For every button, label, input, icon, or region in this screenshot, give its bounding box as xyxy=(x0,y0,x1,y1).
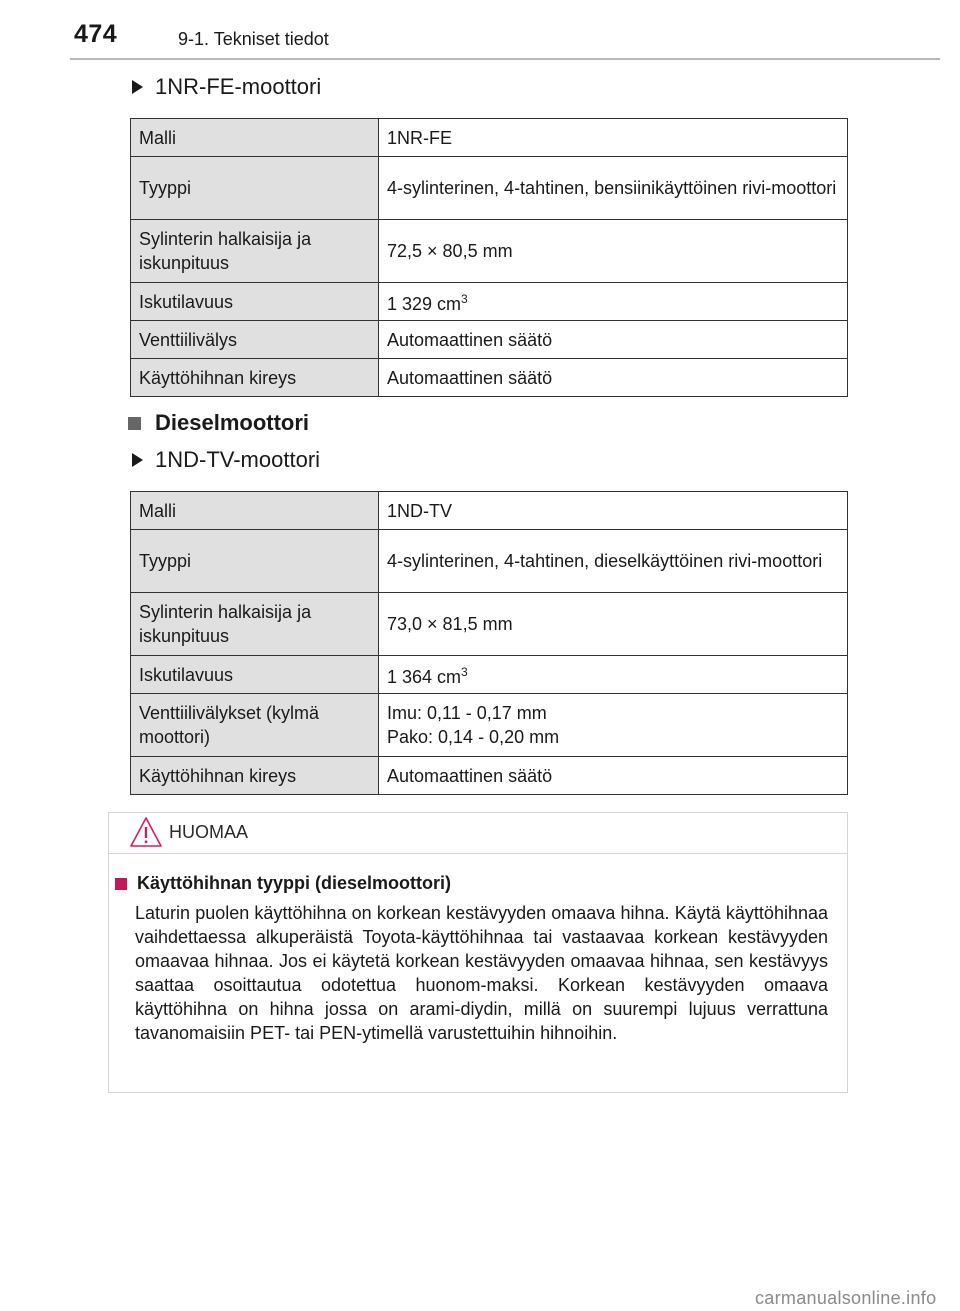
table-row xyxy=(131,321,848,359)
notice-box xyxy=(108,812,848,1093)
engine-2-heading-text: 1ND-TV-moottori xyxy=(155,447,321,472)
row-value xyxy=(379,694,848,757)
engine-2-heading xyxy=(132,447,320,473)
table-row xyxy=(131,530,848,593)
table-row xyxy=(131,220,848,283)
row-key: Tyyppi xyxy=(131,157,379,220)
row-value: 1NR-FE xyxy=(379,119,848,157)
row-value xyxy=(379,656,848,694)
row-key: Malli xyxy=(131,119,379,157)
table-row xyxy=(131,119,848,157)
table-row xyxy=(131,757,848,795)
row-value xyxy=(379,283,848,321)
diesel-heading xyxy=(128,410,309,436)
table-row xyxy=(131,283,848,321)
table-row xyxy=(131,492,848,530)
row-key: Käyttöhihnan kireys xyxy=(131,757,379,795)
notice-item-title xyxy=(115,873,451,894)
arrow-bullet-icon xyxy=(132,453,143,467)
row-value: 4-sylinterinen, 4-tahtinen, dieselkäyttöinen rivi-moottori xyxy=(379,530,848,593)
engine-1-heading xyxy=(132,74,321,100)
row-value: Automaattinen säätö xyxy=(379,359,848,397)
table-row xyxy=(131,157,848,220)
watermark: carmanualsonline.info xyxy=(755,1288,937,1308)
page-number: 474 xyxy=(74,20,118,48)
row-key: Tyyppi xyxy=(131,530,379,593)
page-header xyxy=(70,18,940,60)
warning-triangle-icon xyxy=(129,815,163,854)
table-row xyxy=(131,694,848,757)
row-key: Iskutilavuus xyxy=(131,656,379,694)
row-key: Venttiilivälys xyxy=(131,321,379,359)
superscript: 3 xyxy=(461,292,468,306)
row-value: 4-sylinterinen, 4-tahtinen, bensiinikäyttöinen rivi-moottori xyxy=(379,157,848,220)
engine-2-spec-table xyxy=(130,491,848,795)
engine-1-spec-table xyxy=(130,118,848,397)
notice-header xyxy=(109,813,847,854)
row-value: 72,5 × 80,5 mm xyxy=(379,220,848,283)
row-value: Automaattinen säätö xyxy=(379,321,848,359)
notice-label: HUOMAA xyxy=(169,822,249,842)
displacement-value: 1 364 cm xyxy=(387,667,462,687)
exhaust-clearance: Pako: 0,14 - 0,20 mm xyxy=(387,727,560,747)
row-key: Käyttöhihnan kireys xyxy=(131,359,379,397)
row-value: 73,0 × 81,5 mm xyxy=(379,593,848,656)
square-bullet-icon xyxy=(128,417,141,430)
notice-body: Laturin puolen käyttöhihna on korkean kestävyyden omaava hihna. Käytä käyttöhihnaa vaihdettaessa alkuperäistä Toyota-käyttöhihnaa tai vastaavaa korkean kestävyyden omaavaa hihnaa. Jos ei käytetä korkean kestävyyden omaavaa hihnaa, sen kestävyys saattaa osoittautua odotettua huonom-maksi. Korkean kestävyyden omaava käyttöhihna on hihna jossa on arami-diydin, millä on suurempi lujuus verrattuna tavanomaisiin PET- tai PEN-ytimellä varustettuihin hihnoihin. xyxy=(135,903,828,1043)
table-row xyxy=(131,593,848,656)
square-bullet-icon xyxy=(115,878,127,890)
diesel-heading-text: Dieselmoottori xyxy=(155,410,310,435)
row-value: Automaattinen säätö xyxy=(379,757,848,795)
row-key: Iskutilavuus xyxy=(131,283,379,321)
table-row xyxy=(131,656,848,694)
displacement-value: 1 329 cm xyxy=(387,294,462,314)
table-row xyxy=(131,359,848,397)
row-key: Sylinterin halkaisija ja iskunpituus xyxy=(131,593,379,656)
row-key: Malli xyxy=(131,492,379,530)
notice-item-title-text: Käyttöhihnan tyyppi (dieselmoottori) xyxy=(137,873,452,893)
intake-clearance: Imu: 0,11 - 0,17 mm xyxy=(387,703,547,723)
row-key: Venttiilivälykset (kylmä moottori) xyxy=(131,694,379,757)
section-title: 9-1. Tekniset tiedot xyxy=(178,29,329,49)
engine-1-heading-text: 1NR-FE-moottori xyxy=(155,74,322,99)
row-key: Sylinterin halkaisija ja iskunpituus xyxy=(131,220,379,283)
superscript: 3 xyxy=(461,665,468,679)
arrow-bullet-icon xyxy=(132,80,143,94)
row-value: 1ND-TV xyxy=(379,492,848,530)
